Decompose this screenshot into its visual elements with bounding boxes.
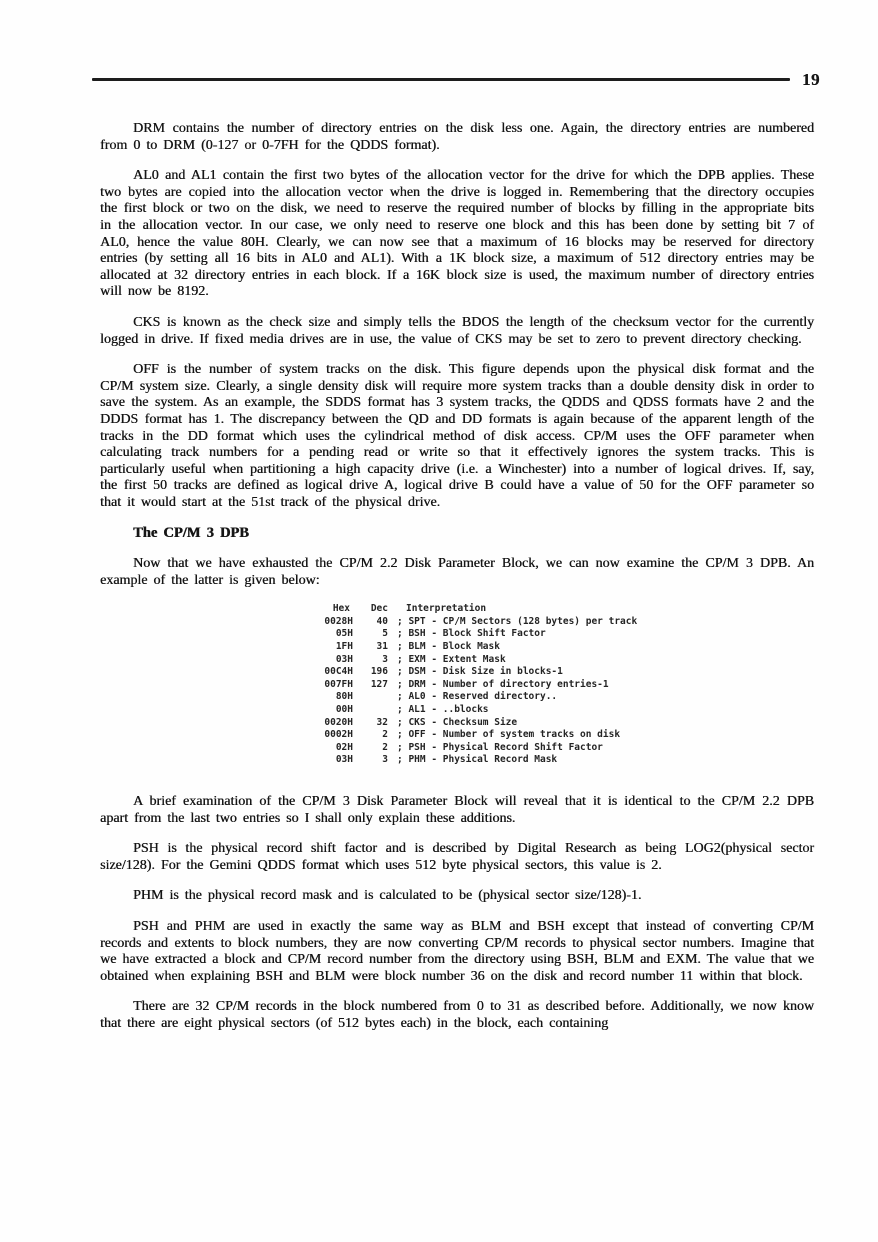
- listing-row-drm: [305, 679, 814, 692]
- paragraph-al0-al1: AL0 and AL1 contain the first two bytes of the allocation vector for the drive for which the DPB applies. These two bytes are copied into the allocation vector when the drive is logged in. Remembering that the directory occupies the first block or two on the disk, we need to reserve the required number of blocks by filling in the appropriate bits in the allocation vector. In our case, we only need to reserve one block and this has been done by setting bit 7 of AL0, hence the value 80H. Clearly, we can now see that a maximum of 16 blocks may be reserved for directory entries (by setting all 16 bits in AL0 and AL1). With a 1K block size, a maximum of 512 directory entries may be allocated at 32 directory entries in each block. If a 16K block size is used, the maximum number of directory entries will now be 8192.: [100, 168, 814, 300]
- hex-value: 0028H: [324, 615, 353, 627]
- dpb-listing: [305, 603, 814, 767]
- document-body: [100, 121, 814, 1033]
- dec-value: 5: [382, 628, 388, 640]
- hex-value: 007FH: [324, 678, 353, 690]
- interpretation-text: ; CKS - Checksum Size: [397, 716, 518, 728]
- interpretation-text: ; OFF - Number of system tracks on disk: [397, 729, 621, 741]
- listing-row-psh: [305, 742, 814, 755]
- hex-value: 03H: [335, 653, 353, 665]
- dec-value: 196: [370, 666, 388, 678]
- paragraph-records: There are 32 CP/M records in the block numbered from 0 to 31 as described before. Additionally, we now know that there are eight physical sectors (of 512 bytes each) in the block, each containing: [100, 999, 814, 1031]
- interpretation-text: ; PHM - Physical Record Mask: [397, 754, 558, 766]
- interpretation-text: ; SPT - CP/M Sectors (128 bytes) per track: [397, 615, 638, 627]
- hex-value: 00C4H: [324, 666, 353, 678]
- listing-row-al0: [305, 691, 814, 704]
- hex-value: 02H: [335, 741, 353, 753]
- dec-value: 31: [376, 641, 388, 653]
- listing-row-exm: [305, 654, 814, 667]
- paragraph-phm: PHM is the physical record mask and is calculated to be (physical sector size/128)-1.: [133, 888, 642, 904]
- listing-header-interpretation: Interpretation: [406, 603, 487, 615]
- interpretation-text: ; AL0 - Reserved directory..: [397, 691, 558, 703]
- dec-value: 32: [376, 716, 388, 728]
- paragraph-brief-examination: A brief examination of the CP/M 3 Disk Parameter Block will reveal that it is identical to the CP/M 2.2 DPB apart from the last two entries so I shall only explain these additions.: [100, 793, 814, 826]
- listing-header-dec: Dec: [370, 603, 388, 615]
- interpretation-text: ; DRM - Number of directory entries-1: [397, 678, 609, 690]
- listing-header-hex: Hex: [332, 603, 350, 615]
- section-heading: The CP/M 3 DPB: [133, 525, 249, 542]
- header-rule: [92, 78, 790, 81]
- hex-value: 03H: [335, 754, 353, 766]
- hex-value: 80H: [335, 691, 353, 703]
- listing-row-dsm: [305, 666, 814, 679]
- hex-value: 05H: [335, 628, 353, 640]
- dec-value: 40: [376, 615, 388, 627]
- listing-row-bsh: [305, 628, 814, 641]
- dec-value: [362, 704, 388, 717]
- page-header: [0, 0, 878, 88]
- hex-value: 00H: [335, 704, 353, 715]
- interpretation-text: ; BSH - Block Shift Factor: [397, 628, 546, 640]
- listing-header-row: [305, 603, 814, 616]
- listing-row-off: [305, 729, 814, 742]
- dec-value: 127: [370, 678, 388, 690]
- listing-row-al1: [305, 704, 814, 717]
- paragraph-drm: DRM contains the number of directory entries on the disk less one. Again, the directory entries are numbered from 0 to DRM (0-127 or 0-7FH for the QDDS format).: [100, 121, 814, 153]
- interpretation-text: ; EXM - Extent Mask: [397, 653, 506, 665]
- paragraph-intro: Now that we have exhausted the CP/M 2.2 Disk Parameter Block, we can now examine the CP/M 3 DPB. An example of the latter is given below:: [100, 556, 814, 588]
- paragraph-psh-phm-usage: PSH and PHM are used in exactly the same way as BLM and BSH except that instead of converting CP/M records and extents to block numbers, they are now converting CP/M records to physical sector numbers. Imagine that we have extracted a block and CP/M record number from the directory using BSH, BLM and EXM. The value that we obtained when explaining BSH and BLM were block number 36 on the disk and record number 11 within that block.: [100, 918, 814, 984]
- dec-value: 3: [382, 653, 388, 665]
- dec-value: [362, 691, 388, 704]
- paragraph-cks: CKS is known as the check size and simply tells the BDOS the length of the checksum vector for the currently logged in drive. If fixed media drives are in use, the value of CKS may be set to zero to prevent directory checking.: [100, 314, 814, 347]
- dec-value: 3: [382, 754, 388, 766]
- interpretation-text: ; DSM - Disk Size in blocks-1: [397, 666, 563, 678]
- listing-row-spt: [305, 616, 814, 629]
- page-number: 19: [802, 70, 820, 89]
- dec-value: 2: [382, 729, 388, 741]
- listing-row-blm: [305, 641, 814, 654]
- interpretation-text: ; BLM - Block Mask: [397, 641, 500, 653]
- dec-value: 2: [382, 741, 388, 753]
- paragraph-psh: PSH is the physical record shift factor and is described by Digital Research as being LOG2(physical sector size/128). For the Gemini QDDS format which uses 512 byte physical sectors, this value is 2.: [100, 841, 814, 873]
- hex-value: 1FH: [335, 641, 353, 653]
- hex-value: 0002H: [324, 729, 353, 741]
- listing-row-cks: [305, 717, 814, 730]
- interpretation-text: ; PSH - Physical Record Shift Factor: [397, 741, 603, 753]
- listing-row-phm: [305, 754, 814, 767]
- interpretation-text: ; AL1 - ..blocks: [397, 704, 489, 715]
- paragraph-off: OFF is the number of system tracks on the disk. This figure depends upon the physical disk format and the CP/M system size. Clearly, a single density disk will require more system tracks than a double density disk in order to save the system. As an example, the SDDS format has 3 system tracks, the QDDS and QDSS formats have 2 and the DDDS format has 1. The discrepancy between the QD and DD formats is again because of the apparent length of the tracks in the DD format which uses the cylindrical method of disk access. CP/M uses the OFF parameter when calculating track numbers for a pending read or write so that it effectively ignores the system tracks. This is particularly useful when partitioning a high capacity drive (i.e. a Winchester) into a number of logical drives. If, say, the first 50 tracks are defined as logical drive A, logical drive B could have a value of 50 for the OFF parameter so that it would start at the 51st track of the physical drive.: [100, 362, 814, 510]
- hex-value: 0020H: [324, 716, 353, 728]
